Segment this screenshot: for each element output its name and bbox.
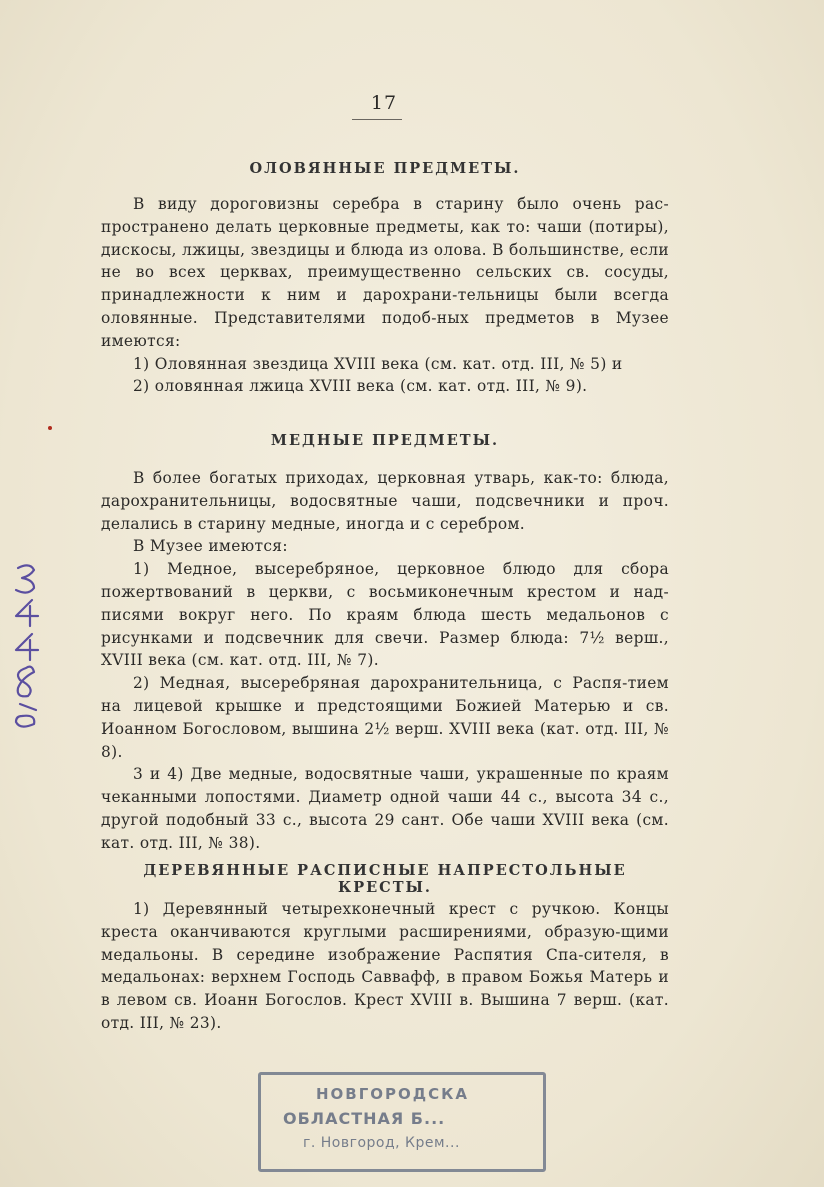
section-heading-crosses: ДЕРЕВЯННЫЕ РАСПИСНЫЕ НАПРЕСТОЛЬНЫЕ КРЕСТЫ. [143,862,627,896]
section-body-tin [101,193,669,398]
list-item: 2) оловянная лжица XVIII века (см. кат. отд. III, № 9). [133,377,588,396]
stamp-line: НОВГОРОДСКА [316,1085,470,1103]
paragraph: В более богатых приходах, церковная утварь, как-то: блюда, дарохранительницы, водосвятные чаши, подсвечники и проч. делались в старину медные, иногда и с серебром. [101,469,669,533]
section-body-copper [101,467,669,855]
section-heading-tin: ОЛОВЯННЫЕ ПРЕДМЕТЫ. [249,160,521,177]
list-item: 1) Медное, высеребряное, церковное блюдо для сбора пожертвований в церкви, с восьмиконечным крестом и над-писями вокруг него. По краям блюда шесть медальонов с рисунками и подсвечник для свечи. Размер блюда: 7½ верш., XVIII века (см. кат. отд. III, № 7). [101,560,669,670]
list-item: 3 и 4) Две медные, водосвятные чаши, украшенные по краям чеканными лопостями. Диаметр одной чаши 44 с., высота 34 с., другой подобный 33 с., высота 29 сант. Обе чаши XVIII века (см. кат. отд. III, № 38). [101,765,669,852]
list-item: 1) Деревянный четырехконечный крест с ручкою. Концы креста оканчиваются круглыми расширениями, образую-щими медальоны. В середине изображение Распятия Спа-сителя, в медальонах: верхнем Господь Саввафф, в правом Божья Матерь и в левом св. Иоанн Богослов. Крест XVIII в. Вышина 7 верш. (кат. отд. III, № 23). [101,900,669,1032]
list-item: 1) Оловянная звездица XVIII века (см. кат. отд. III, № 5) и [133,354,623,373]
paragraph: В Музее имеются: [133,537,288,556]
library-stamp [258,1072,546,1172]
handwritten-inventory-number [8,560,48,730]
list-item: 2) Медная, высеребряная дарохранительница, с Распя-тием на лицевой крышке и предстоящими Божией Матерью и св. Иоанном Богословом, вышина 2½ верш. XVIII века (кат. отд. III, № 8). [101,674,669,761]
paragraph: В виду дороговизны серебра в старину было очень рас-пространено делать церковные предметы, как то: чаши (потиры), дискосы, лжицы, звездицы и блюда из олова. В большинстве, если не во всех церквах, преимущественно сельских св. сосуды, принадлежности к ним и дарохрани-тельницы были всегда оловянные. Представителями подоб-ных предметов в Музее имеются: [101,195,669,350]
stamp-line: г. Новгород, Крем... [303,1135,460,1151]
section-body-crosses [101,898,669,1035]
ink-spot [48,426,52,430]
page-number: 17 [370,92,398,114]
page-number-rule [352,119,402,120]
stamp-line: ОБЛАСТНАЯ Б... [283,1109,446,1128]
section-heading-copper: МЕДНЫЕ ПРЕДМЕТЫ. [270,432,500,449]
